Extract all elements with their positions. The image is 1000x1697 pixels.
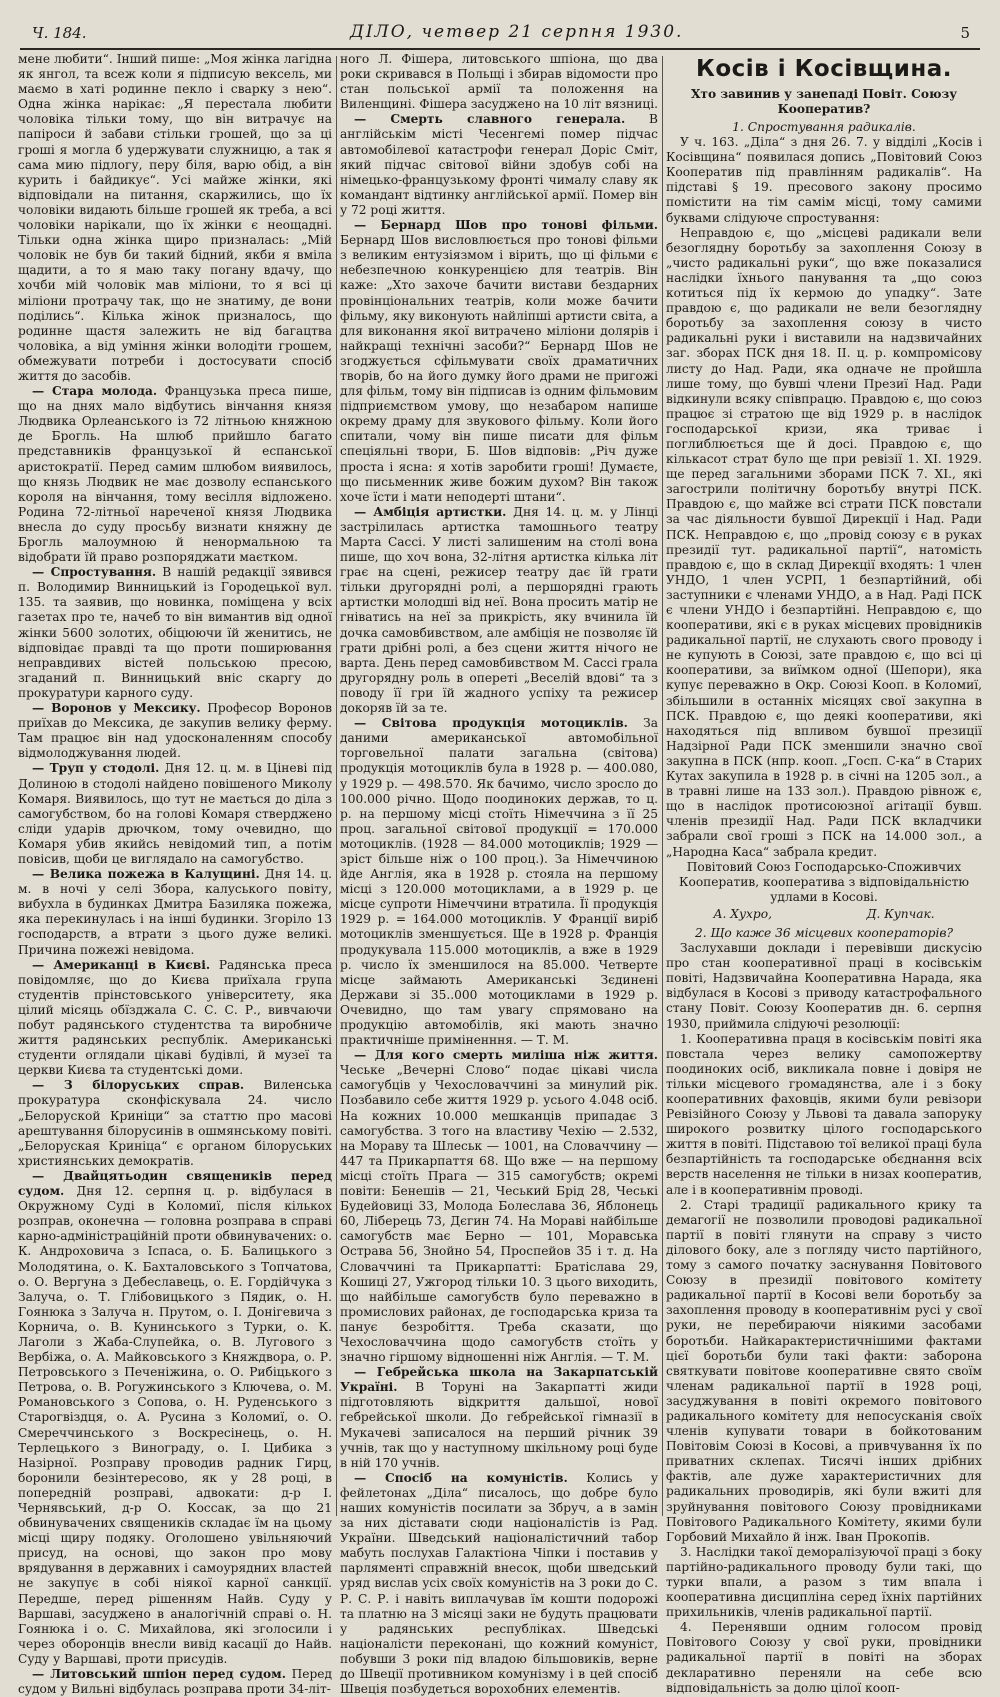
news-item (18, 958, 332, 1079)
news-text: Виленська прокуратура сконфіскувала 24. число „Белоруской Криніци“ за статтю про масові арештування білорусинів в ошмянському повіті. „Белоруская Криніца“ є органом білоруських християнських демократів. (18, 1078, 332, 1168)
signature-organization: Повітовий Союз Господарсько-Споживчих Кооператив, кооператива з відповідальністю удлами в Косові. (679, 859, 969, 904)
article-paragraph: 3. Наслідки такої деморалізуючої праці з боку партійно-радикального проводу були такі, що турки впали, а разом з тим впала і кооперативна дисципліна серед їхніх партійних прихильників, членів радикальної партії. (666, 1544, 982, 1620)
article-paragraph: Неправдою є, що „місцеві радикали вели безоглядну боротьбу за захоплення Союзу в „чисто радикальні руки“, що вже показалися наслідки їхнього панування та „що союз котиться під їх кермою до упадку“. Зате правдою є, що радикали не вели безоглядну боротьбу за захоплення союзу в чисто радикальні руки і виставили на надзвичайних заг. зборах ПСК дня 18. ІІ. ц. р. компромісову листу до Над. Ради, яка одначе не пройшла лише тому, що бувші члени Презиї Над. Ради відкинули всяку співпрацю. Правдою є, що союз працює зі стратою ще від 1929 р. в наслідок господарської кризи, яка триває і поглиблюється ще й досі. Правдою є, що кількасот страт було ще при ревізії 1. XI. 1929. ще перед загальними зборами ПСК 7. XI., які загострили політичну боротьбу внутрі ПСК. Правдою є, що майже всі страти ПСК повстали за час діяльности бувшої Дирекції і Над. Ради ПСК. Неправдою є, що „провід союзу є в руках президії тут. радикальної партії“, натомість правдою є, що в склад Дирекції входять: 1 член УНДО, 1 член УСРП, 1 безпартійний, обі заступники є членами УНДО, а в Над. Раді ПСК є члени УНДО і безпартійні. Неправдою є, що кооперативи, які є в руках місцевих провідників радикальної партії, не слухають свого проводу і не купують в Союзі, зате правдою є, що всі ці кооперативи, за виїмком одної (Шепори), яка купує переважно в Окр. Союзі Кооп. в Коломиї, збільшили в останніх місяцях свої закупна в ПСК. Правдою є, що деякі кооперативи, які находяться під впливом бувшої презиції Надзірної Ради ПСК зменшили значно свої закупна в ПСК (нпр. кооп. „Госп. С-ка“ в Старих Кутах закупила в 1928 р. в січні на 1205 зол., а в травні лише на 133 зол.). Правдою рівнож є, що в наслідок протисоюзної агітації бувш. членів президії Над. Ради ПСК вкладчики забрали свої гроші з ПСК на 14.000 зол., а „Народна Каса“ забрала кредит. (666, 225, 982, 859)
page-number: 5 (960, 24, 970, 42)
news-item (340, 112, 658, 218)
news-text: мене любити“. Інший пише: „Моя жінка лагідна як янгол, та всеж коли я підписую вексель, ми маємо в хаті родинне пекло і сварку з нею“. Одна жінка нарікає: „Я перестала любити чоловіка тільки тому, що він витрачує на папіроси й забави стільки грошей, що за ці гроші я могла б удержувати служницю, а так я сама мию підлогу, перу біля, варю обід, а він курить і байдикує“. Усі майже жінки, які відповідали на питання, скаржились, що їх чоловіки видають більше грошей як треба, а всі чоловіки нарікали, що їх жінки є неощадні. Тільки одна жінка щиро призналась: „Мій чоловік не був би такий бідний, якби я вміла щадити, а то я маю таку погану вдачу, що хочби мій чоловік мав міліони, то я всі ці міліони протрачу так, що не знатиму, де вони поділись“. Кілька жінок призналось, що родинне щастя залежить не від багацтва чоловіка, а від уміння жінки володіти грошем, обмежувати потреби і достосувати спосіб життя до засобів. (18, 52, 332, 383)
masthead-date: ДІЛО, четвер 21 серпня 1930. (350, 22, 684, 42)
news-item (18, 701, 332, 761)
article-paragraph: Заслухавши доклади і перевівши дискусію про стан кооперативної праці в косівськім повіті, Надзвичайна Кооперативна Нарада, яка відбулася в Косові з приводу катастрофального стану Повіт. Союзу Кооператив дн. 6. серпня 1930, приймила слідуючі резолюції: (666, 941, 982, 1031)
page-header (20, 22, 980, 50)
news-item (18, 384, 332, 565)
news-text: Перед судом у Вильні відбулась розправа проти 34-літ- (18, 1667, 332, 1697)
news-headline: — Воронов у Мексику. (32, 701, 201, 716)
news-text: Бернард Шов висловлюється про тонові фільми з великим ентузіязмом і вірить, що ці фільми є небезпечною конкуренцією для театрів. Він каже: „Хто захоче бачити вистави бездарних провінціональних театрів, коли може бачити фільму, яку виконують найліпші артисти світа, а для виконання якої витрачено міліони долярів і найкращі технічні засоби?“ Бернард Шов не згоджується сфільмувати своїх драматичних творів, бо на його думку його драми не пригожі для фільм, тому він підписав із одним фільмовим підприємством умову, що незабаром напише окрему драму для звукового фільму. Коли його спитали, чому він пише писати для фільм спеціяльні твори, Б. Шов відповів: „Річ дуже проста і ясна: я хотів заробити гроші! Думаєте, що письменник живе божим духом? Він також хоче їсти і мати неподерті штани“. (340, 233, 658, 504)
section-heading-1: 1. Спростування радикалів. (732, 120, 916, 134)
article-paragraph: 1. Кооперативна праця в косівськім повіті яка повстала через велику самопожертву поодиноких осіб, викликала повне і довіря не тільки місцевого громадянства, але і з боку кооперативних фаховців, якими були ревізори Ревізійного Союзу у Львові та давала запоруку широкого розвитку цілого господарського життя в повіті. Підставою тої великої праці була безпартійність та господарське обєднання всіх верств населення не тільки в низах кооператив, але і в кооперативнім проводі. (666, 1031, 982, 1197)
signature-names (666, 907, 982, 922)
news-headline: — Американці в Києві. (32, 957, 211, 972)
news-text: В нашій редакції зявився п. Володимир Винницький із Городецької вул. 135. та заявив, що новинка, поміщена у всіх газетах про те, начеб то він вимантив від одної жінки 5600 золотих, обіцюючи їй женитись, не відповідає правді та що проти поширювання неправдивих вістей польською пресою, згаданий п. Винницький вніс скаргу до прокуратури карного суду. (18, 565, 332, 700)
news-headline: — Гебрейська школа на Закарпатській Україні. (340, 1365, 658, 1395)
news-item (18, 1667, 332, 1697)
news-item (18, 867, 332, 958)
news-headline: — Двайцятьодин священиків перед судом. (18, 1168, 332, 1199)
article-title: Косів і Косівщина. (696, 56, 952, 82)
news-text: Радянська преса повідомляє, що до Києва приїхала група студентів прінстовського університету, яка цілий місяць обїзджала С. С. С. Р., вивчаючи побут радянського студентства та виробниче життя радянських республік. Американські студенти оглядали цікаві будівлі, й музеї та церкви Києва та студентські доми. (18, 957, 332, 1078)
article-paragraph: 4. Перенявши одним голосом провід Повітового Союзу у свої руки, провідники радикальної партії в повіті на зборах декларативно переняли на себе всю відповідальність за долю цілої кооп- (666, 1620, 982, 1695)
news-item (18, 761, 332, 867)
news-text: Колись у фейлетонах „Діла“ писалось, що добре було наших комуністів посилати за Збруч, а в замін за них діставати сюди націоналістів із Рад. України. Шведський націоналістичний табор мабуть послухав Галактіона Чіпки і поставив у парляменті справжній внесок, щоби шведський уряд вислав усіх своїх комуністів на 3 роки до С. Р. С. Р. і навіть виплачував їм кошти подорожі та платню на 3 місяці заки не будуть працювати у радянських республіках. Шведські націоналісти переконані, що кожний комуніст, побувши 3 роки під владою більшовиків, верне до Швеції противником комунізму і в цей спосіб Швеція позбудеться ворохобних елементів. (340, 1470, 658, 1697)
column-divider (662, 56, 663, 1516)
column-1-news (18, 52, 333, 1697)
news-headline: — Труп у стодолі. (32, 761, 160, 776)
article-paragraph: 2. Старі традиції радикального крику та демагогії не позволили проводові радикальної партії в повіті глянути на справу з чисто ділового боку, але з погляду чисто партійного, тому з самого початку заснування Повітового Союзу в президії повітового комітету радикальної партії в Косові вели боротьбу за захоплення проводу в кооперативнім русі у свої руки, не перебираючи ніякими засобами боротьби. Найкарактеристичнішими фактами цієї боротьби були такі факти: заборона святкувати повітове кооперативне свято своїм членам радикальної партії в 1928 році, засуджування в повіті окремого повітового радикального комітету для непосусканія своїх членів купувати товари в бойкотованим Повітовім Союзі в Косові, а привчування їх по приватних склепах. Тисячі інших дрібних фактів, але дуже характеристичних для радикальних проводирів, які були вжиті для зруйнування повітового Союзу провідниками Повітового Радикального Комітету, якими були Горбовий Михайло й інж. Іван Прокопів. (666, 1197, 982, 1544)
news-text: В Торуні на Закарпатті жиди підготовляють відкриття дальшої, нової гебрейської школи. До гебрейської гімназії в Мукачеві записалося на перший річник 39 учнів, так що у наступному шкільному році буде в ній 170 учнів. (340, 1380, 658, 1470)
news-text: Дня 14. ц. м. у Лінці застрілилась артистка тамошнього театру Марта Сассі. У листі залишеним на столі вона пише, що хоч вона, 32-літня артистка кілька літ грає на сцені, режисер театру дає їй грати тільки другорядні ролі, а першорядні грають артистки молодші від неї. Вона просить матір не гніватись на неї за прикрість, яку вчинила їй дочка самовбивством, але амбіція не позволяє їй грати дрібні ролі, а без сцени життя нічого не варта. День перед самовбивством М. Сассі грала другорядну роль в опереті „Веселій вдові“ та з поводу її гри їй жадного успіху та режисер докоряв їй за те. (340, 504, 658, 716)
news-item (340, 52, 658, 112)
news-headline: — Спростування. (32, 565, 157, 580)
news-text: Чеське „Вечерні Слово“ подає цікаві числа самогубців у Чехословаччині за минулий рік. Позбавило себе життя 1929 р. усього 4.048 осіб. На кожних 10.000 мешканців припадає 3 самогубства. З того на властиву Чехію — 2.532, на Мораву та Шлеськ — 1001, на Словаччину — 447 та Прикарпаття 68. Що вже — на першому місці стоїть Прага — 315 самогубств; окремі повіти: Бенешів — 21, Чеський Брід 28, Чеські Будейовиці 33, Молода Болеслава 36, Яблонець 60, Ліберець 73, Дєгин 74. На Мораві найбільше самогубств має Берно — 101, Моравська Острава 56, Знойно 54, Проспейов 35 і т. д. На Словаччині та Прикарпатті: Братіслава 29, Кошиці 27, Ужгород тільки 10. З цього виходить, що найбільше самогубств було переважно в промислових районах, де господарська криза та панує безробіття. Треба сказати, що Чехословаччина щодо самогубств стоїть у значно гіршому відношенні ніж Англія. — Т. М. (340, 1063, 658, 1365)
column-3-article (666, 52, 982, 1695)
news-item (340, 1365, 658, 1471)
news-headline: — Спосіб на комуністів. (354, 1470, 568, 1485)
issue-number: Ч. 184. (32, 24, 87, 42)
news-item (340, 716, 658, 1048)
news-text: Дня 12. ц. м. в Ціневі під Долиною в стодолі найдено повішеного Миколу Комаря. Виявилось, що тут не мається до діла з самогубством, бо на голові Комаря стверджено сліди ударів дрючком, тому очевидно, що Комаря убив якийсь невідомий тип, а потім повісив, щоби це виглядало на самогубство. (18, 761, 332, 866)
news-headline: — Велика пожежа в Калущині. (32, 867, 260, 882)
news-text: Професор Воронов приїхав до Мексика, де закупив велику ферму. Там працює він над удосконаленням способу відмолоджування людей. (18, 701, 332, 761)
news-headline: — Смерть славного генерала. (354, 112, 626, 127)
news-item (340, 218, 658, 505)
news-headline: — Литовський шпіон перед судом. (32, 1667, 286, 1682)
news-item (18, 565, 332, 701)
news-text: ного Л. Фішера, литовського шпіона, що два роки скривався в Польщі і збирав відомости про стан польської армії та положення на Виленщині. Фішера засуджено на 10 літ вязниці. (340, 52, 659, 112)
news-text: Дня 12. серпня ц. р. відбулася в Окружному Суді в Коломиї, після кількох розправ, оконечна — головна розправа в справі карно-адміністраційній проти обвинувачених: о. К. Андроховича з Іспаса, о. Б. Балицького з Молодятина, о. К. Бахталовського з Топчатова, о. О. Вергуна з Дебеславець, о. Е. Гордійчука з Залуча, о. Т. Глібовицького з Пядик, о. Н. Гоянюка з Залуча н. Прутом, о. І. Донігевича з Корнича, о. В. Кунинського з Турки, о. К. Лаголи з Жаба-Слупейка, о. В. Лугового з Вербіжа, о. А. Майковського з Княждвора, о. Р. Петровського з Печеніжина, о. О. Рибіцького з Петрова, о. В. Рогужинського з Ключева, о. М. Романовського з Сопова, о. Н. Руденського з Старогвіздця, о. А. Русина з Коломиї, о. О. Смереччинського з Воскресінець, о. Н. Терлецького з Винограду, о. І. Цибика з Назірної. Розправу проводив радник Гирц, боронили безінтересово, як у 28 році, в попередній розправі, адвокати: д-р І. Чернявський, д-р О. Коссак, за що 21 обвинувачених священиків складає їм на цьому місці щиру подяку. Оголошено увільняючий присуд, на основі, що закон про мову врядування в державних і самоурядних властей не закупує в собі ніякої карної санкції. Передше, перед рішенням Найв. Суду у Варшаві, засуджено в аналогічній справі о. Н. Гоянюка і о. С. Михайлова, які зголосили і через оборонців внесли вивід касації до Найв. Суду у Варшаві, проти присудів. (18, 1184, 332, 1666)
news-headline: — Для кого смерть миліша ніж життя. (354, 1048, 658, 1063)
news-headline: — З білоруських справ. (32, 1078, 245, 1093)
section-heading-2: 2. Що каже 36 місцевих кооператорів? (694, 925, 954, 940)
news-item (18, 52, 332, 384)
column-divider (336, 56, 337, 1516)
news-item (18, 1078, 332, 1169)
news-headline: — Бернард Шов про тонові фільми. (354, 218, 658, 233)
news-item (18, 1169, 332, 1667)
news-item (340, 1048, 658, 1365)
article-paragraph: У ч. 163. „Діла“ з дня 26. 7. у відділі „Косів і Косівщина“ появилася допись „Повітовий Союз Кооператив під правлінням радикалів“. На підставі § 19. пресового закону просимо помістити на тім самім місці, тому самими буквами слідуюче спростування: (666, 135, 982, 225)
news-item (340, 505, 658, 716)
news-item (340, 1471, 658, 1697)
news-text: За даними американської автомобільної торговельної палати загальна (світова) продукція мотоциклів була в 1928 р. — 400.080, у 1929 р. — 498.570. Як бачимо, число зросло до 100.000 річно. Щодо поодиноких держав, то ц. р. на першому місці стоїть Німеччина з її 25 проц. загальної світової продукції = 170.000 мотоциклів. (1928 — 84.000 мотоциклів; 1929 — зріст більше ніж о 100 проц.). За Німеччиною йде Англія, яка в 1928 р. стояла на першому місці з 120.000 мотоциклами, а в 1929 р. це місце супроти Німеччини втратила. Її продукція 1929 р. = 164.000 мотоциклів. У Франції виріб мотоциклів зменшується. Ще в 1928 р. Франція продукувала 115.000 мотоциклів, а вже в 1929 р. число їх зменшилося на 85.000. Четверте місце займають Американські Зєдинені Держави зі 35..000 мотоциклами в 1929 р. Очевидно, що там увагу спрямовано на продукцію автомобілів, які мають значно практичніше приміненння. — Т. М. (340, 716, 659, 1048)
signer-name: А. Хухро, (713, 906, 772, 921)
signer-name: Д. Купчак. (866, 906, 935, 921)
news-text: Дня 14. ц. м. в ночі у селі Збора, калуського повіту, вибухла в будинках Дмитра Базиляка пожежа, яка перекинулась і на інші будинки. Згоріло 13 господарств, а втрати з цього дуже великі. Причина пожежі невідома. (18, 867, 333, 957)
news-text: Французька преса пише, що на днях мало відбутись вінчання князя Людвика Орлеанського із 72 літньою княжною де Брогль. На шлюб прийшло багато представників французької й еспанської аристократії. Перед самим шлюбом виявилось, що князь Людвик не має дозволу еспанського короля на вінчання, тому весілля відложено. Родина 72-літньої нареченої князя Людвика внесла до суду просьбу визнати княжну де Брогль малоумною й ненормальною та відобрати їй право розпоряджати маєтком. (18, 384, 332, 565)
news-headline: — Амбіція артистки. (354, 504, 507, 519)
news-headline: — Стара молода. (32, 384, 158, 399)
article-subtitle: Хто завинив у занепаді Повіт. Союзу Кооператив? (690, 87, 958, 116)
news-headline: — Світова продукція мотоциклів. (354, 716, 628, 731)
news-text: В англійськім місті Чесенгемі помер підчас автомобілевої катастрофи генерал Доріс Сміт, який підчас світової війни здобув собі на німецько-французькому фронті чималу славу як командант відтинку англійської армії. Помер він у 72 році життя. (340, 112, 658, 217)
column-2-news (340, 52, 659, 1697)
